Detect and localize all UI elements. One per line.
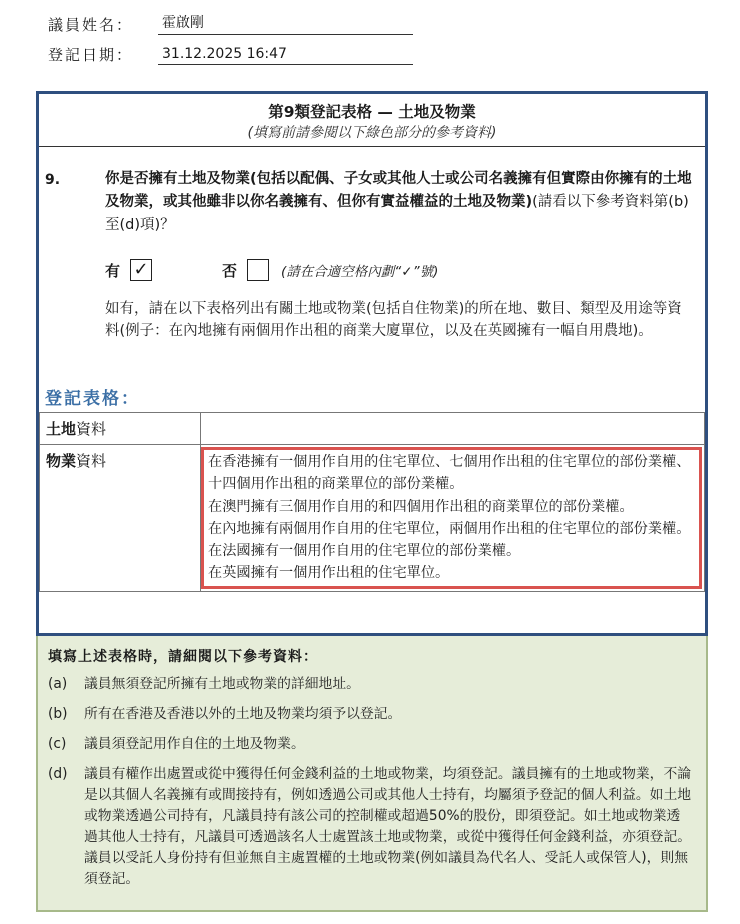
- registration-date-value: 31.12.2025 16:47: [158, 46, 413, 65]
- property-highlight: [201, 447, 702, 589]
- land-label: 土地資料: [40, 413, 201, 445]
- property-line: 在香港擁有一個用作自用的住宅單位、七個用作出租的住宅單位的部份業權、十四個用作出租的商業單位的部份業權。: [208, 454, 691, 493]
- member-name-label: 議員姓名：: [48, 16, 134, 34]
- property-line: 在澳門擁有三個用作自用的和四個用作出租的商業單位的部份業權。: [208, 498, 634, 515]
- title-divider: [39, 146, 705, 147]
- reference-item-b: (b) 所有在香港及香港以外的土地及物業均須予以登記。: [48, 706, 402, 722]
- question-note: (請看以下參考資料第(b)至(d)項)？: [105, 194, 689, 233]
- reference-item-a: (a) 議員無須登記所擁有土地或物業的詳細地址。: [48, 676, 360, 692]
- property-label: 物業資料: [40, 445, 201, 592]
- yes-label: 有: [105, 261, 121, 280]
- reference-title: 填寫上述表格時，請細閱以下參考資料：: [48, 649, 318, 665]
- yes-checkbox[interactable]: ✓: [130, 259, 152, 281]
- reference-item-c: (c) 議員須登記用作自住的土地及物業。: [48, 736, 305, 752]
- land-value[interactable]: [201, 413, 705, 445]
- property-line: 在內地擁有兩個用作自用的住宅單位，兩個用作出租的住宅單位的部份業權。: [208, 520, 691, 537]
- question-main: 你是否擁有土地及物業(包括以配偶、子女或其他人士或公司名義擁有但實際由你擁有的土地及物業，或其他雖非以你名義擁有、但你有實益權益的土地及物業): [105, 171, 692, 210]
- property-value[interactable]: [201, 445, 705, 592]
- question-number: 9.: [45, 172, 61, 188]
- form-subtitle: (填寫前請參閱以下綠色部分的參考資料): [247, 125, 497, 141]
- property-line: 在法國擁有一個用作自用的住宅單位的部份業權。: [208, 543, 521, 560]
- registration-table: [39, 412, 705, 592]
- no-label: 否: [222, 261, 238, 280]
- registration-section-label: 登記表格：: [45, 389, 140, 409]
- reference-item-d: (d) 議員有權作出處置或從中獲得任何金錢利益的土地或物業，均須登記。議員擁有的土地或物業，不論是以其個人名義擁有或間接持有，例如透過公司或其他人士持有，均屬須予登記的個人利益。如土地或物業透過公司持有，凡議員持有該公司的控制權或超過50%的股份，即須登記。如土地或物業透過其他人士持有，凡議員可透過該名人士處置該土地或物業，或從中獲得任何金錢利益，亦須登記。議員以受託人身份持有但並無自主處置權的土地或物業(例如議員為代名人、受託人或保管人)，則無須登記。: [48, 766, 692, 887]
- registration-date-row: [48, 44, 413, 65]
- yes-no-row: [105, 259, 438, 281]
- question-description: 如有，請在以下表格列出有關土地或物業(包括自住物業)的所在地、數目、類型及用途等資料(例子：在內地擁有兩個用作出租的商業大廈單位，以及在英國擁有一幅自用農地)。: [105, 301, 682, 339]
- member-name-value: 霍啟剛: [158, 12, 413, 35]
- form-title: 第9類登記表格 — 土地及物業: [268, 103, 476, 121]
- tick-instruction: (請在合適空格內劃“✓”號): [281, 264, 439, 280]
- no-checkbox[interactable]: [247, 259, 269, 281]
- property-line: 在英國擁有一個用作出租的住宅單位。: [208, 565, 450, 582]
- table-row-land: [40, 413, 705, 445]
- table-row-property: [40, 445, 705, 592]
- question-text: [105, 168, 697, 237]
- registration-date-label: 登記日期：: [48, 46, 134, 64]
- reference-notes: [36, 636, 708, 912]
- member-name-row: [48, 12, 413, 35]
- registration-form: [36, 91, 708, 636]
